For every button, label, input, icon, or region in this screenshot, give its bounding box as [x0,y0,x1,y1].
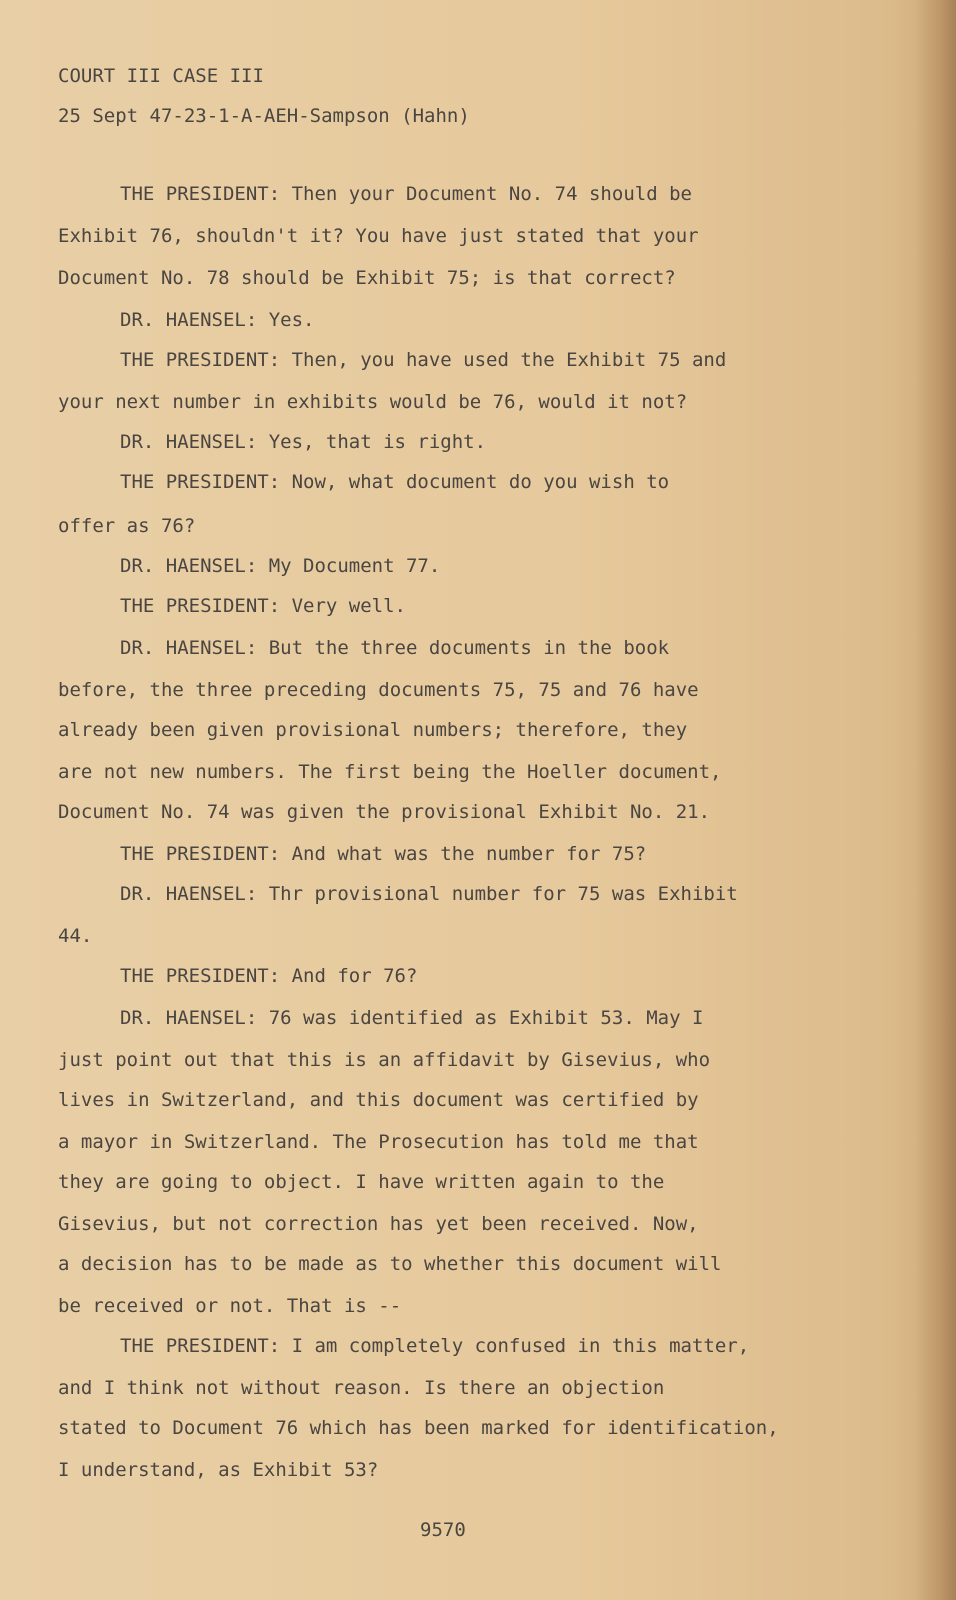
transcript-line: DR. HAENSEL: Yes, that is right. [120,431,487,453]
transcript-line: a mayor in Switzerland. The Prosecution has told me that [58,1131,699,1153]
session-header: 25 Sept 47-23-1-A-AEH-Sampson (Hahn) [58,105,470,127]
transcript-line: THE PRESIDENT: Now, what document do you wish to [120,471,670,493]
transcript-line: Exhibit 76, shouldn't it? You have just stated that your [58,225,699,247]
transcript-line: DR. HAENSEL: 76 was identified as Exhibit 53. May I [120,1007,704,1029]
transcript-line: I understand, as Exhibit 53? [58,1459,379,1481]
case-header: COURT III CASE III [58,65,264,87]
transcript-line: DR. HAENSEL: Thr provisional number for 75 was Exhibit [120,883,738,905]
transcript-line: THE PRESIDENT: Very well. [120,595,406,617]
transcript-line: be received or not. That is -- [58,1295,402,1317]
transcript-line: THE PRESIDENT: And for 76? [120,965,418,987]
page-number: 9570 [420,1519,466,1541]
transcript-line: stated to Document 76 which has been marked for identification, [58,1417,779,1439]
transcript-line: THE PRESIDENT: I am completely confused in this matter, [120,1335,750,1357]
transcript-line: are not new numbers. The first being the Hoeller document, [58,761,722,783]
transcript-line: Document No. 74 was given the provisional Exhibit No. 21. [58,801,711,823]
transcript-line: THE PRESIDENT: And what was the number for 75? [120,843,647,865]
transcript-line: offer as 76? [58,515,196,537]
transcript-line: Gisevius, but not correction has yet been received. Now, [58,1213,699,1235]
page-edge-shadow [916,0,956,1600]
transcript-line: and I think not without reason. Is there an objection [58,1377,665,1399]
transcript-line: DR. HAENSEL: My Document 77. [120,555,441,577]
transcript-line: DR. HAENSEL: Yes. [120,309,315,331]
transcript-line: Document No. 78 should be Exhibit 75; is that correct? [58,267,676,289]
transcript-line: THE PRESIDENT: Then, you have used the Exhibit 75 and [120,349,727,371]
transcript-line: they are going to object. I have written again to the [58,1171,665,1193]
transcript-line: THE PRESIDENT: Then your Document No. 74 should be [120,183,692,205]
transcript-line: already been given provisional numbers; therefore, they [58,719,688,741]
transcript-line: lives in Switzerland, and this document was certified by [58,1089,699,1111]
transcript-line: DR. HAENSEL: But the three documents in the book [120,637,670,659]
transcript-line: a decision has to be made as to whether this document will [58,1253,722,1275]
transcript-line: your next number in exhibits would be 76, would it not? [58,391,688,413]
transcript-line: just point out that this is an affidavit by Gisevius, who [58,1049,711,1071]
transcript-line: 44. [58,925,93,947]
transcript-line: before, the three preceding documents 75, 75 and 76 have [58,679,699,701]
